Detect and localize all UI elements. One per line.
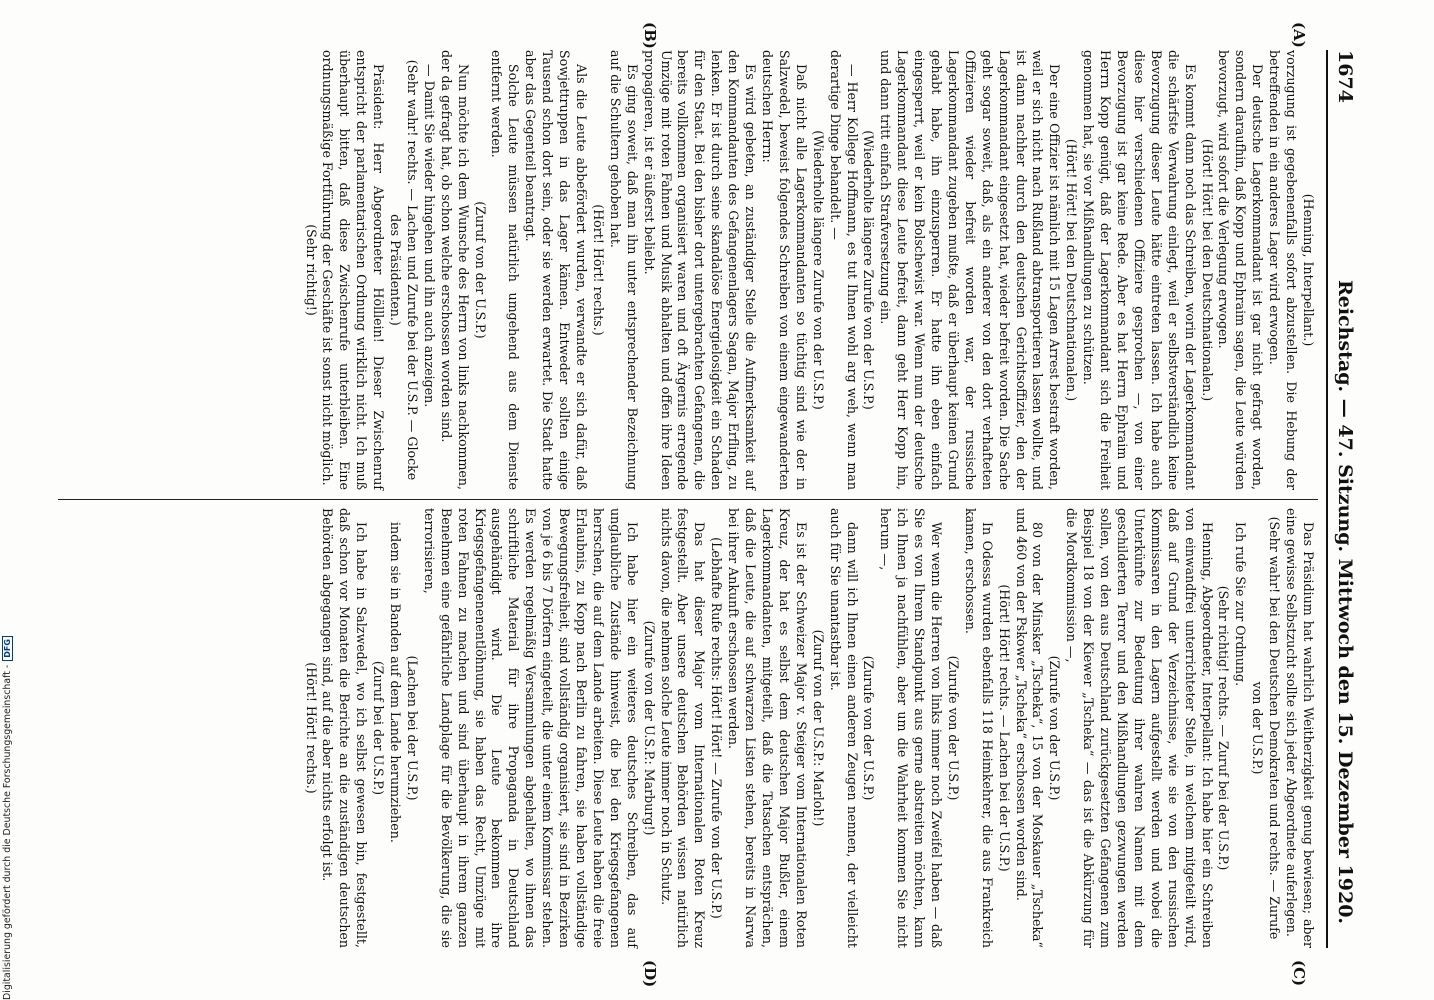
- left-column-paragraph: Solche Leute müssen natürlich umgehend aus dem Dienste entfernt werden.: [489, 50, 522, 490]
- header-title: Reichstag. — 47. Sitzung. Mittwoch den 15. Dezember 1920.: [1334, 280, 1356, 925]
- left-column-paragraph: (Sehr richtig!): [303, 224, 319, 316]
- header-rule: [1326, 50, 1328, 948]
- right-column-paragraph: (Zuruf bei der U.S.P.): [371, 660, 387, 796]
- credit-text: Digitalisierung gefördert durch die Deutsche Forschungsgemeinschaft -: [2, 664, 13, 1000]
- right-column-paragraph: (Zurufe von der U.S.P.: Marburg!): [641, 620, 657, 836]
- left-column-paragraph: (Henning, Interpellant.): [1301, 193, 1316, 347]
- right-column-paragraph: In Odessa wurden ebenfalls 118 Heimkehrer, die aus Frankreich kamen, erschossen.: [962, 508, 995, 948]
- right-column-paragraph: Henning, Abgeordneter, Interpellant: Ich habe hier ein Schreiben von einwandfrei unterrichteter Stelle, in welchem mitgeteilt wird, daß auf Grund der Verzeichnisse, wie sie von den russischen Kommissaren in den Lagern aufgestellt werden und wobei die Unterkünfte zur Bedeutung ihrer wahren Namen mit dem geschilderten Terror und den Mißhandlungen gezwungen werden sollen, von den aus Deutschland zurückgesetzten Gefangenen zum Beispiel 18 von der Kiewer „Tscheka“ — das ist die Abkürzung für die Mordkommission —,: [1064, 508, 1215, 948]
- left-column-paragraph: Es kommt dann noch das Schreiben, worin der Lagerkommandant die schärfste Verwahrung einlegt, weil er selbstverständlich keine Bevorzugung dieser Leute hätte eintreten lassen. Ich habe auch diese hier verschiedenen Offiziere gesprochen —, von einer Bevorzugung ist gar keine Rede. Aber es hat Herrn Ephraim und Herrn Kopp genügt, daß der Lagerkommandant sich die Freiheit genommen hat, sie vor Mißhandlungen zu schützen.: [1081, 50, 1198, 490]
- right-column-paragraph: Es ist der Schweizer Major v. Steiger vom Internationalen Roten Kreuz, der hat es selbst dem deutschen Major Bußler, einem Lagerkommandanten, mitgeteilt, daß die Tatsachen entsprächen, daß die Leute, die auf schwarzen Listen stehen, bereits in Narwa bei ihrer Ankunft erschossen werden.: [726, 508, 809, 948]
- left-column-paragraph: (Wiederholte längere Zurufe von der U.S.P.): [810, 130, 826, 410]
- right-column-paragraph: 80 von der Minsker „Tscheka“, 15 von der Moskauer „Tscheka“ und 460 von der Pskower „Tscheka“ erschossen worden sind.: [1013, 508, 1046, 948]
- margin-marker-a: (A): [1290, 22, 1308, 48]
- left-column-paragraph: (Hört! Hört! bei den Deutschnationalen.): [1064, 138, 1080, 402]
- column-divider: [58, 499, 1318, 500]
- left-column: [302, 50, 1316, 490]
- margin-marker-d: (D): [641, 960, 659, 988]
- left-column-paragraph: (Hört! Hört! bei den Deutschnationalen.): [1199, 138, 1215, 402]
- right-column-paragraph: (Hört! Hört! rechts. — Lachen bei der U.S.P.): [996, 584, 1012, 872]
- right-column-paragraph: Das Präsidium hat wahrlich Weitherzigkeit genug bewiesen; aber eine gewisse Selbstzucht sollte sich jeder Abgeordnete auferlegen.: [1284, 508, 1316, 948]
- left-column-paragraph: (Hört! Hört! rechts.): [590, 204, 606, 336]
- right-column-paragraph: (Sehr wahr! bei den Deutschen Demokraten und rechts. — Zurufe von der U.S.P.): [1250, 516, 1283, 940]
- left-column-paragraph: Der eine Offizier ist nämlich mit 15 Lagen Arrest bestraft worden, weil er sich nicht nach Rußland abtransportieren lassen wollte, und ist dann nachher durch den deutschen Gerichtsoffizier, den der Lagerkommandant eingesetzt hat, wieder befreit worden. Die Sache geht sogar soweit, daß, als ein anderer von den dort verhafteten Offizieren wieder befreit worden war, der russische Lagerkommandant zugeben mußte, daß er überhaupt keinen Grund gehabt habe, ihn einzusperren. Er hatte ihn eben einfach eingesperrt, weil er kein Bolschewist war. Wenn nun der deutsche Lagerkommandant diese Leute befreit, dann geht Herr Kopp hin, und dann tritt einfach Strafversetzung ein.: [878, 50, 1063, 490]
- margin-marker-c: (C): [1290, 960, 1308, 987]
- left-column-paragraph: Daß nicht alle Lagerkommandanten so tüchtig sind wie der in Salzwedel, beweist folgendes Schreiben von einem eingewanderten deutschen Herrn:: [760, 50, 809, 490]
- right-column-paragraph: Ich rufe Sie zur Ordnung.: [1233, 522, 1249, 687]
- right-column-paragraph: Das hat dieser Major vom Internationalen Roten Kreuz festgestellt. Aber unsere deutschen Behörden wissen natürlich nichts davon, die nehmen solche Leute immer noch in Schutz.: [658, 508, 708, 948]
- right-column-paragraph: (Lachen bei der U.S.P.): [404, 655, 420, 801]
- left-column-paragraph: Es ging soweit, daß man ihn unter entsprechender Bezeichnung auf die Schultern gehoben hat.: [607, 50, 640, 490]
- right-column-paragraph: indem sie in Banden auf dem Lande herumziehen.: [388, 522, 404, 843]
- right-column: [302, 508, 1316, 948]
- right-column-paragraph: (Zuruf von der U.S.P.: Marloh!): [810, 629, 826, 827]
- left-column-paragraph: Als die Leute abbefördert wurden, verwandte er sich dafür, daß Sowjettruppen in das Lager kämen. Entweder sollten einige Tausend schon dort sein, oder sie werden erwartet. Die Stadt hatte aber das Gegenteil beantragt.: [523, 50, 590, 490]
- right-column-paragraph: (Zurufe von der U.S.P.): [945, 655, 961, 801]
- right-column-paragraph: Wer wenn die Herren von links immer noch Zweifel haben — daß Sie es von Ihrem Standpunkt aus gerne abstreiten möchten, kann ich Ihnen ja nachfühlen, aber um die Wahrheit kommen Sie nicht herum —,: [878, 508, 945, 948]
- right-column-paragraph: dann will ich Ihnen einen anderen Zeugen nennen, der vielleicht auch für Sie unantastbar ist.: [827, 508, 860, 948]
- left-column-paragraph: Es wird gebeten, an zuständiger Stelle die Aufmerksamkeit auf den Kommandanten des Gefangenenlagers Sagan, Major Erfling, zu lenken. Er ist durch seine skandalöse Energielosigkeit ein Schaden für den Staat. Bei den bisher dort untergebrachten Gefangenen, die bereits vollkommen organisiert waren und oft Ärgernis erregende Umzüge mit roten Fahnen und Musik abhalten und offen ihre Ideen propagieren, ist er äußerst beliebt.: [641, 50, 759, 490]
- left-column-paragraph: — Damit Sie wieder hingehen und ihn auch anzeigen.: [421, 64, 437, 408]
- left-column-paragraph: vorzugung ist gegebenenfalls sofort abzustellen. Die Hebung der betreffenden in ein anderes Lager wird erwogen.: [1267, 50, 1300, 490]
- left-column-paragraph: — Herr Kollege Hoffmann, es tut Ihnen wohl arg weh, wenn man derartige Dinge behandelt. —: [827, 50, 860, 490]
- digitization-credit: [2, 636, 13, 1000]
- page-number: 1674: [1334, 50, 1356, 103]
- right-column-paragraph: Ich habe hier ein weiteres deutsches Schreiben, das auf unglaubliche Zustände hinweist, die bei den Kriegsgefangenen herrschen, die auf dem Lande arbeiten. Diese Leute haben die freie Erlaubnis, zu Kopp nach Berlin zu fahren, sie haben vollständige Bewegungsfreiheit, sind vollständig organisiert, sie sind in Bezirken von je 6 bis 7 Dörfern eingeteilt, die unter einem Kommissar stehen. Es werden regelmäßig Versammlungen abgehalten, wo ihnen das schriftliche Material für ihre Propaganda in Deutschland ausgehändigt wird. Die Leute bekommen ihre Kriegsgefangenenentlöhnung, sie haben das Recht, Umzüge mit roten Fahnen zu machen und sind überhaupt in ihrem ganzen Benehmen eine gefährliche Landplage für die Bevölkerung, die sie terrorisieren,: [421, 508, 640, 948]
- left-column-paragraph: (Wiederholte längere Zurufe von der U.S.P.): [861, 130, 877, 410]
- right-column-paragraph: (Sehr richtig! rechts. — Zuruf bei der U.S.P.): [1216, 585, 1232, 871]
- margin-marker-b: (B): [641, 22, 659, 49]
- right-column-paragraph: Ich habe in Salzwedel, wo ich selbst gewesen bin, festgestellt, daß schon vor Monaten die Berichte an die zuständigen deutschen Behörden abgegangen sind, auf die aber nichts erfolgt ist.: [320, 508, 370, 948]
- page-header: [1332, 50, 1356, 948]
- right-column-paragraph: (Zurufe von der U.S.P.): [1047, 655, 1063, 801]
- left-column-paragraph: Nun möchte ich dem Wunsche des Herrn von links nachkommen, der da gefragt hat, ob schon welche erschossen worden sind.: [438, 50, 471, 490]
- left-column-paragraph: (Sehr wahr! rechts. — Lachen und Zurufe bei der U.S.P. — Glocke des Präsidenten.): [388, 59, 420, 481]
- right-column-paragraph: (Lebhafte Rufe rechts: Hört! Hört! — Zurufe von der U.S.P.): [709, 537, 725, 919]
- left-column-paragraph: Der deutsche Lagerkommandant ist gar nicht gefragt worden, sondern daraufhin, daß Kopp und Ephraim sagen, die Leute würden bevorzugt, wird sofort die Verlegung erwogen.: [1216, 50, 1266, 490]
- right-column-paragraph: (Hört! Hört! rechts.): [303, 662, 319, 794]
- left-column-paragraph: (Zuruf von der U.S.P.): [472, 201, 488, 339]
- right-column-paragraph: (Zurufe von der U.S.P.): [861, 655, 877, 801]
- left-column-paragraph: Präsident: Herr Abgeordneter Hölllein! Dieser Zwischenruf entspricht der parlamentarischen Ordnung wirklich nicht. Ich muß überhaupt bitten, daß diese Zwischenrufe unterbleiben. Eine ordnungsmäßige Fortführung der Geschäfte ist sonst nicht möglich.: [320, 50, 387, 490]
- dfg-logo: DFG: [2, 636, 13, 661]
